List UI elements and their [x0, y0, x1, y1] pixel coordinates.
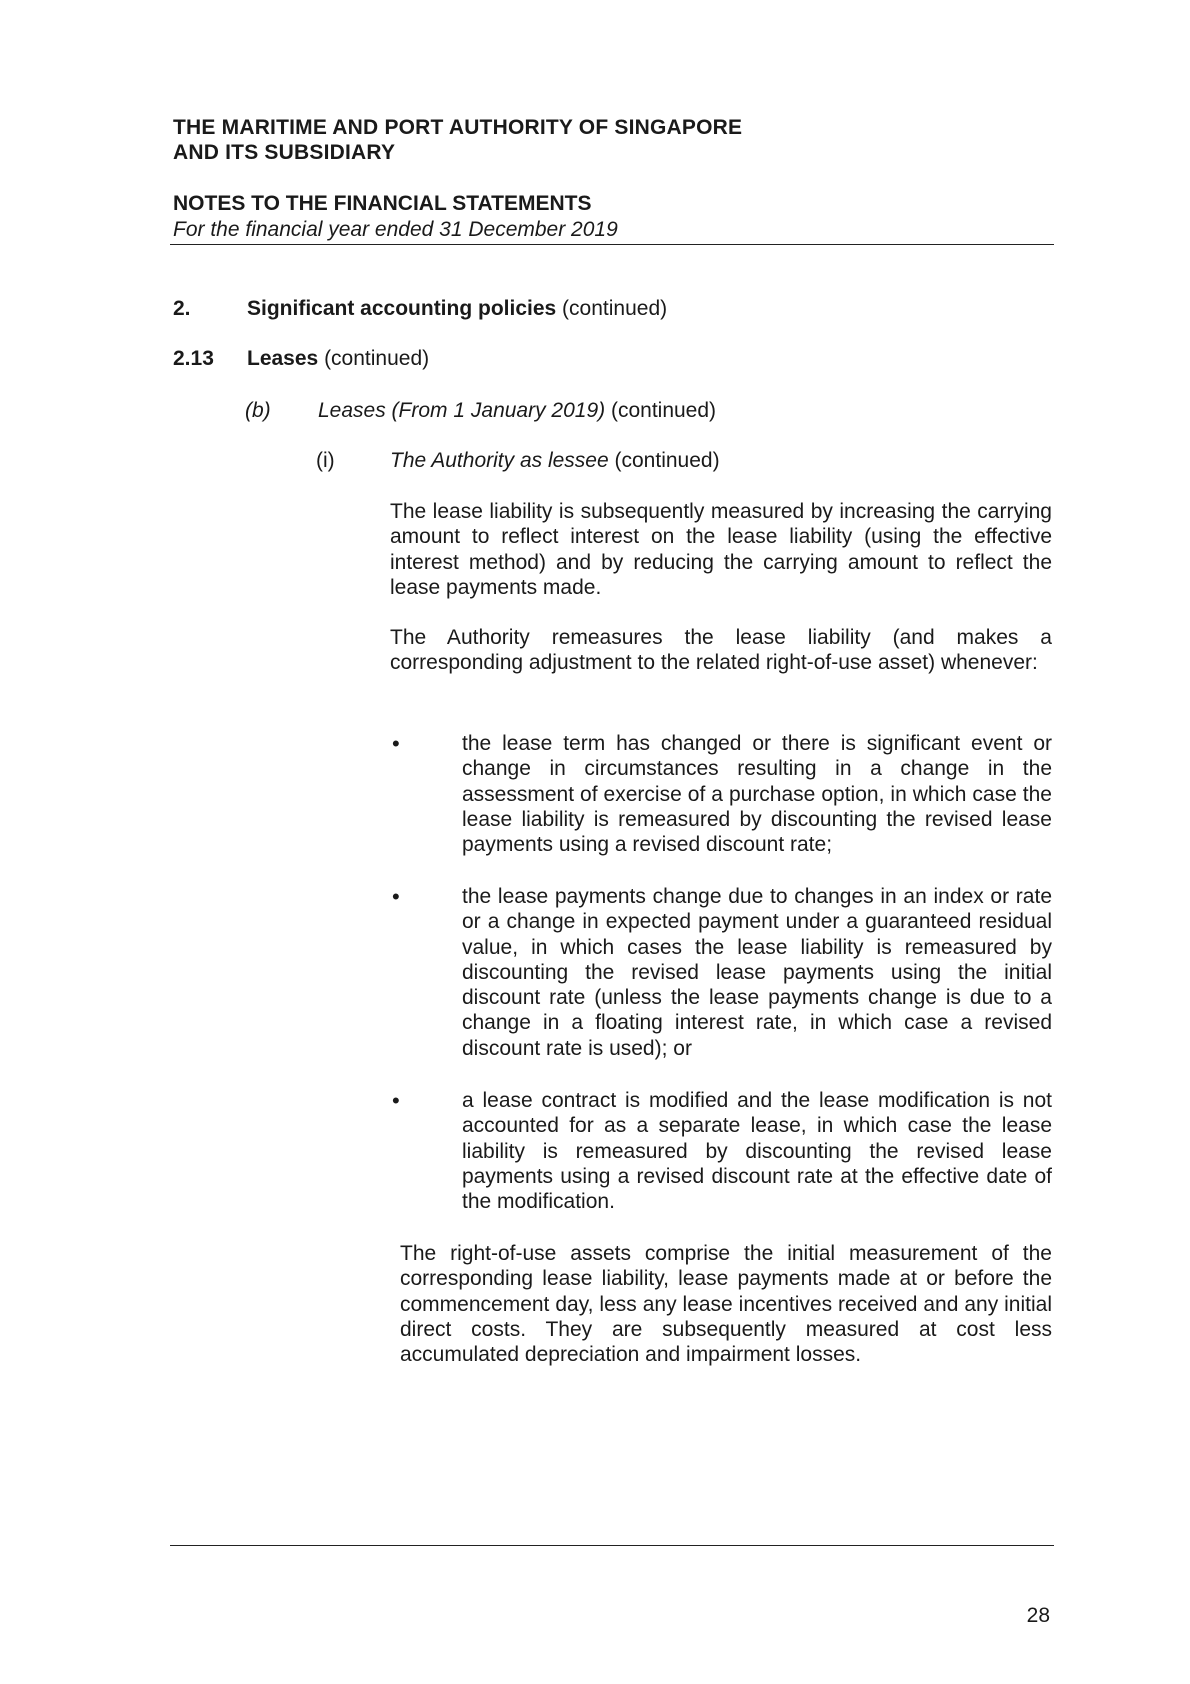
bullet-icon: • [392, 884, 400, 909]
bullet-icon: • [392, 1088, 400, 1113]
section-number: 2. [173, 297, 191, 320]
paragraph-lease-liability-measurement: The lease liability is subsequently measured by increasing the carrying amount to reflect interest on the lease liability (using the effective interest method) and by reducing the carrying amount to reflect the lease payments made. [390, 500, 1052, 599]
organization-name-line-1: THE MARITIME AND PORT AUTHORITY OF SINGAPORE [173, 116, 743, 139]
bullet-item: the lease term has changed or there is significant event or change in circumstances resulting in a change in the assessment of exercise of a purchase option, in which case the lease liability is remeasured by discounting the revised lease payments using a revised discount rate; [462, 732, 1052, 857]
section-continued: (continued) [556, 297, 668, 320]
organization-name [173, 115, 742, 165]
item-continued: (continued) [608, 449, 720, 472]
bullet-item: a lease contract is modified and the lease modification is not accounted for as a separate lease, in which case the lease liability is remeasured by discounting the revised lease payments using a revised discount rate at the effective date of the modification. [462, 1089, 1052, 1214]
page-number: 28 [1026, 1604, 1050, 1627]
subsection-title: Leases [247, 347, 319, 370]
bullet-icon: • [392, 731, 400, 756]
header-rule [170, 244, 1054, 245]
item-label: (i) [316, 449, 335, 472]
subsubsection-continued: (continued) [605, 399, 717, 422]
item-title: The Authority as lessee [390, 449, 609, 472]
notes-title: NOTES TO THE FINANCIAL STATEMENTS [173, 192, 592, 215]
paragraph-remeasurement-intro: The Authority remeasures the lease liability (and makes a corresponding adjustment to the related right-of-use asset) whenever: [390, 626, 1052, 675]
notes-subtitle: For the financial year ended 31 December 2019 [173, 218, 618, 241]
footer-rule [170, 1545, 1054, 1546]
bullet-item: the lease payments change due to changes in an index or rate or a change in expected payment under a guaranteed residual value, in which cases the lease liability is remeasured by discounting the revised lease payments using the initial discount rate (unless the lease payments change is due to a change in a floating interest rate, in which case a revised discount rate is used); or [462, 885, 1052, 1060]
organization-name-line-2: AND ITS SUBSIDIARY [173, 141, 396, 164]
subsection-number: 2.13 [173, 347, 214, 370]
section-title: Significant accounting policies [247, 297, 557, 320]
subsection-continued: (continued) [318, 347, 430, 370]
paragraph-right-of-use-assets: The right-of-use assets comprise the initial measurement of the corresponding lease liability, lease payments made at or before the commencement day, less any lease incentives received and any initial direct costs. They are subsequently measured at cost less accumulated depreciation and impairment losses. [400, 1242, 1052, 1367]
subsubsection-title: Leases (From 1 January 2019) [318, 399, 606, 422]
subsubsection-label: (b) [245, 399, 271, 422]
